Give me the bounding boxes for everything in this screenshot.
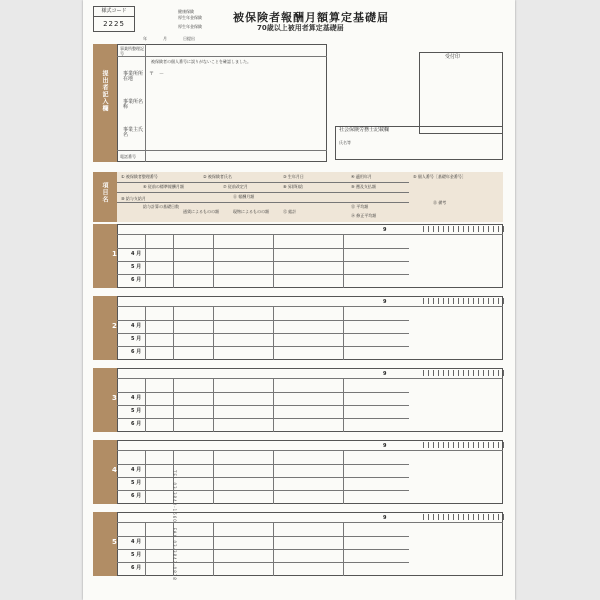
month-4[interactable]: 4 月 bbox=[131, 251, 142, 257]
month-6[interactable]: 6 月 bbox=[131, 277, 142, 283]
insurance-label-3: 厚生年金保険 bbox=[178, 24, 202, 29]
header-15: ⑬ 平均額 bbox=[351, 204, 369, 209]
header-16: ⑭ 修正平均額 bbox=[351, 213, 377, 218]
header-2: ② 被保険者氏名 bbox=[203, 174, 232, 179]
month-6[interactable]: 6 月 bbox=[131, 565, 142, 571]
month-5[interactable]: 5 月 bbox=[131, 408, 142, 414]
receipt-stamp-box bbox=[419, 52, 503, 134]
era-number[interactable]: 9 bbox=[383, 371, 387, 377]
header-13: 現物によるものの額 bbox=[233, 209, 269, 214]
form-subtitle: 70歳以上被用者算定基礎届 bbox=[257, 24, 344, 32]
month-4[interactable]: 4 月 bbox=[131, 539, 142, 545]
row-number: 3 bbox=[112, 394, 117, 402]
phone-label: 電話番号 bbox=[120, 154, 136, 159]
month-4[interactable]: 4 月 bbox=[131, 395, 142, 401]
submitter-section-label: 提出者記入欄 bbox=[101, 70, 108, 112]
form-code-box bbox=[93, 6, 135, 32]
side-phone-text: TEL 03-3842-1660 FAX 03-3842-0878 bbox=[172, 470, 177, 581]
row-number: 5 bbox=[112, 538, 117, 546]
office-name-label: 事業所名称 bbox=[123, 99, 144, 110]
office-code-label: 事業所整理記号 bbox=[120, 46, 144, 56]
header-8: ⑧ 昇(降)給 bbox=[283, 184, 303, 189]
header-11: ⑪ 報酬月額 bbox=[233, 194, 255, 199]
header-6: ⑥ 従前の標準報酬月額 bbox=[143, 184, 184, 189]
header-4: ④ 適用年月 bbox=[351, 174, 372, 179]
header-10: ⑩ 給与支給月 bbox=[121, 196, 146, 201]
month-4[interactable]: 4 月 bbox=[131, 467, 142, 473]
month-5[interactable]: 5 月 bbox=[131, 264, 142, 270]
month-6[interactable]: 6 月 bbox=[131, 349, 142, 355]
form-code-label: 様式コード bbox=[94, 7, 134, 17]
items-label: 項目名 bbox=[101, 182, 108, 203]
month-5[interactable]: 5 月 bbox=[131, 552, 142, 558]
header-9: ⑨ 遡及支払額 bbox=[351, 184, 376, 189]
postal-code: 〒 － bbox=[149, 71, 165, 77]
header-1: ① 被保険者整理番号 bbox=[121, 174, 158, 179]
header-18: 給与計算の基礎日数 bbox=[143, 204, 179, 209]
header-7: ⑦ 従前改定月 bbox=[223, 184, 248, 189]
sharoushi-label: 社会保険労務士記載欄 bbox=[339, 127, 390, 133]
era-number[interactable]: 9 bbox=[383, 227, 387, 233]
owner-name-label: 事業主氏名 bbox=[123, 127, 144, 138]
era-number[interactable]: 9 bbox=[383, 515, 387, 521]
month-4[interactable]: 4 月 bbox=[131, 323, 142, 329]
sharoushi-name: 氏名等 bbox=[339, 140, 351, 145]
date-day: 日提出 bbox=[183, 36, 195, 41]
row-number: 4 bbox=[112, 466, 117, 474]
form-sheet bbox=[83, 0, 515, 600]
row-number: 1 bbox=[112, 250, 117, 258]
form-code-value: 2225 bbox=[103, 20, 125, 28]
insurance-label-1: 健康保険 bbox=[178, 9, 194, 14]
date-month: 月 bbox=[163, 36, 167, 41]
month-5[interactable]: 5 月 bbox=[131, 480, 142, 486]
address-label: 事業所所在地 bbox=[123, 71, 144, 82]
header-17: ⑮ 備考 bbox=[433, 200, 447, 205]
header-12: 通貨によるものの額 bbox=[183, 209, 219, 214]
month-6[interactable]: 6 月 bbox=[131, 493, 142, 499]
month-6[interactable]: 6 月 bbox=[131, 421, 142, 427]
form-title: 被保険者報酬月額算定基礎届 bbox=[233, 11, 389, 24]
header-3: ③ 生年月日 bbox=[283, 174, 304, 179]
receipt-label: 受付印 bbox=[445, 54, 461, 60]
month-5[interactable]: 5 月 bbox=[131, 336, 142, 342]
era-number[interactable]: 9 bbox=[383, 443, 387, 449]
header-5: ⑤ 個人番号［基礎年金番号］ bbox=[413, 174, 466, 179]
row-number: 2 bbox=[112, 322, 117, 330]
confirm-note: 被保険者の個人番号に誤りがないことを確認しました。 bbox=[151, 59, 251, 64]
items-header bbox=[117, 172, 503, 222]
era-number[interactable]: 9 bbox=[383, 299, 387, 305]
header-14: ⑫ 総計 bbox=[283, 209, 297, 214]
date-year: 年 bbox=[143, 36, 147, 41]
insurance-label-2: 厚生年金保険 bbox=[178, 15, 202, 20]
